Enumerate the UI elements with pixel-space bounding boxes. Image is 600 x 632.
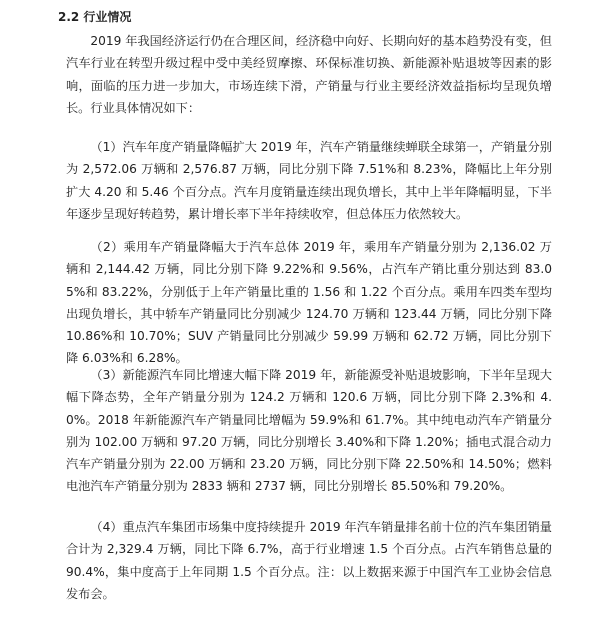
- section-heading: 2.2 行业情况: [58, 10, 132, 24]
- paragraph-market-concentration: （4）重点汽车集团市场集中度持续提升 2019 年汽车销量排名前十位的汽车集团销量合计为 2,329.4 万辆，同比下降 6.7%，高于行业增速 1.5 个百分点。占汽车销售总量的 90.4%，集中度高于上年同期 1.5 个百分点。注：以上数据来源于中国汽车工业协会信息发布会。: [66, 520, 552, 601]
- paragraph-passenger-cars: （2）乘用车产销量降幅大于汽车总体 2019 年，乘用车产销量分别为 2,136.02 万辆和 2,144.42 万辆，同比分别下降 9.22%和 9.56%，占汽车产销比重分别达到 83.05%和 83.22%，分别低于上年产销量比重的 1.56 和 1.22 个百分点。乘用车四类车型均出现负增长，其中轿车产销量同比分别减少 124.70 万辆和 123.44 万辆，同比分别下降 10.86%和 10.70%；SUV 产销量同比分别减少 59.99 万辆和 62.72 万辆，同比分别下降 6.03%和 6.28%。: [66, 240, 552, 366]
- paragraph-industry-overview: 2019 年我国经济运行仍在合理区间，经济稳中向好、长期向好的基本趋势没有变，但汽车行业在转型升级过程中受中美经贸摩擦、环保标准切换、新能源补贴退坡等因素的影响，面临的压力进一步加大，市场连续下滑，产销量与行业主要经济效益指标均呈现负增长。行业具体情况如下：: [66, 34, 552, 115]
- paragraph-vehicle-production-sales: （1）汽车年度产销量降幅扩大 2019 年，汽车产销量继续蝉联全球第一，产销量分别为 2,572.06 万辆和 2,576.87 万辆，同比分别下降 7.51%和 8.23%，降幅比上年分别扩大 4.20 和 5.46 个百分点。汽车月度销量连续出现负增长，其中上半年降幅明显，下半年逐步呈现好转趋势，累计增长率下半年持续收窄，但总体压力依然较大。: [66, 140, 552, 221]
- paragraph-new-energy-vehicles: （3）新能源汽车同比增速大幅下降 2019 年，新能源受补贴退坡影响，下半年呈现大幅下降态势，全年产销量分别为 124.2 万辆和 120.6 万辆，同比分别下降 2.3%和 4.0%。2018 年新能源汽车产销量同比增幅为 59.9%和 61.7%。其中纯电动汽车产销量分别为 102.00 万辆和 97.20 万辆，同比分别增长 3.40%和下降 1.20%；插电式混合动力汽车产销量分别为 22.00 万辆和 23.20 万辆，同比分别下降 22.50%和 14.50%；燃料电池汽车产销量分别为 2833 辆和 2737 辆，同比分别增长 85.50%和 79.20%。: [66, 368, 552, 494]
